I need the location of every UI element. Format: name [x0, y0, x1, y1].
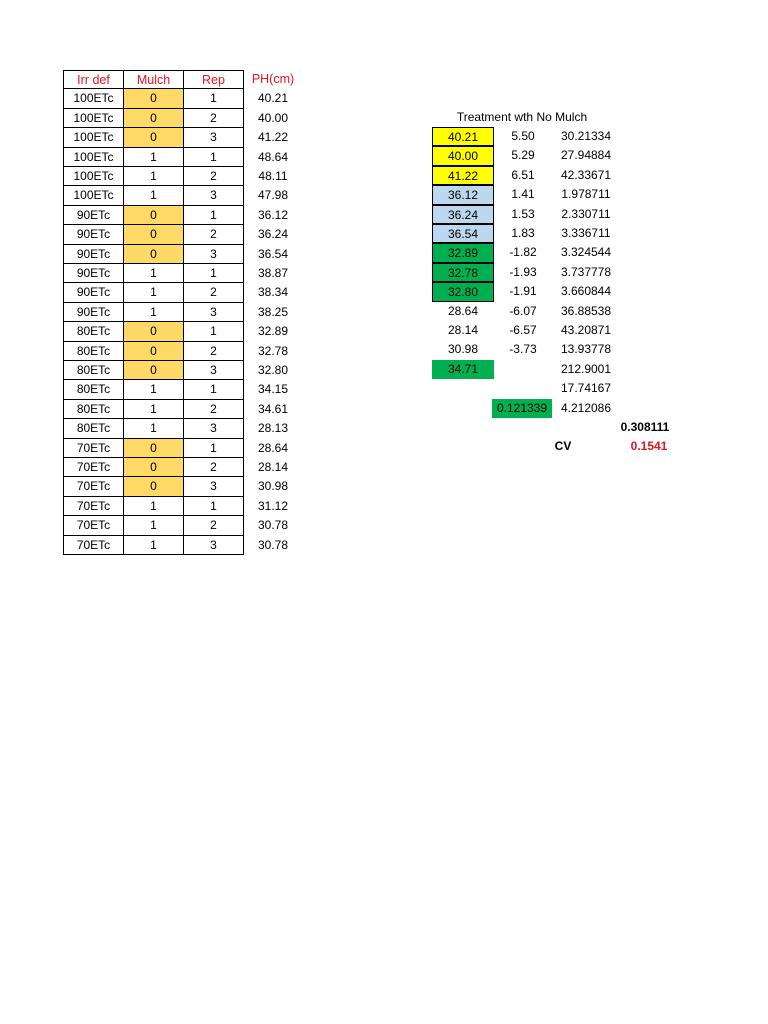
squared-deviation-cell: 42.33671: [560, 167, 612, 182]
treatment-value-cell: 40.21: [432, 127, 494, 146]
deviation-cell: 1.83: [511, 226, 535, 240]
rep-cell: 1: [184, 497, 244, 516]
ph-value-cell: 38.87: [257, 266, 289, 280]
header-irr-def: Irr def: [63, 70, 124, 89]
irr-def-cell: 100ETc: [63, 148, 124, 167]
mulch-cell: 1: [124, 400, 184, 419]
irr-def-cell: 80ETc: [63, 400, 124, 419]
irr-def-cell: 80ETc: [63, 361, 124, 380]
ph-value-cell: 34.61: [257, 401, 289, 416]
mulch-cell: 1: [124, 148, 184, 167]
irr-def-cell: 100ETc: [63, 167, 124, 186]
header-rep: Rep: [184, 70, 244, 89]
irr-def-cell: 100ETc: [63, 186, 124, 205]
ph-value-cell: 36.54: [257, 246, 289, 261]
mulch-cell: 1: [124, 186, 184, 205]
mulch-cell: 0: [124, 109, 184, 128]
treatment-value-cell: 41.22: [432, 166, 494, 185]
squared-deviation-cell: 27.94884: [560, 148, 612, 163]
treatment-value-cell: 40.00: [432, 146, 494, 165]
mulch-cell: 1: [124, 497, 184, 516]
rep-cell: 1: [184, 380, 244, 399]
irr-def-cell: 70ETc: [63, 516, 124, 535]
rep-cell: 1: [184, 439, 244, 458]
ph-value-cell: 40.21: [257, 91, 289, 106]
squared-deviation-cell: 13.93778: [560, 342, 612, 357]
rep-cell: 3: [184, 303, 244, 322]
ph-value-cell: 28.14: [257, 460, 289, 474]
ph-value-cell: 47.98: [257, 188, 289, 203]
irr-def-cell: 90ETc: [63, 225, 124, 244]
rep-cell: 3: [184, 186, 244, 205]
rep-cell: 1: [184, 89, 244, 108]
deviation-cell: -6.07: [509, 303, 537, 318]
variance-cell: 17.74167: [560, 381, 612, 396]
mulch-cell: 0: [124, 245, 184, 264]
squared-deviation-cell: 1.978711: [561, 187, 611, 202]
ph-value-cell: 32.80: [257, 363, 289, 377]
ph-value-cell: 32.89: [257, 324, 289, 339]
ph-value-cell: 30.98: [257, 479, 289, 494]
mulch-cell: 1: [124, 303, 184, 322]
irr-def-cell: 90ETc: [63, 245, 124, 264]
std-dev-cell: 4.212086: [560, 400, 612, 415]
cv-label: CV: [554, 439, 572, 454]
ph-value-cell: 32.78: [257, 343, 289, 358]
squared-deviation-cell: 3.737778: [560, 264, 612, 279]
treatment-value-cell: 32.89: [432, 243, 494, 262]
irr-def-cell: 80ETc: [63, 342, 124, 361]
rep-cell: 2: [184, 283, 244, 302]
ph-value-cell: 28.64: [257, 440, 289, 455]
rep-cell: 2: [184, 516, 244, 535]
mulch-cell: 0: [124, 322, 184, 341]
deviation-cell: 1.41: [511, 187, 535, 202]
mulch-cell: 1: [124, 536, 184, 555]
rep-cell: 2: [184, 400, 244, 419]
deviation-cell: 5.50: [511, 129, 535, 143]
squared-deviation-cell: 30.21334: [560, 129, 612, 143]
squared-deviation-cell: 2.330711: [561, 206, 611, 221]
mulch-cell: 0: [124, 342, 184, 361]
treatment-value-cell: 36.54: [432, 224, 494, 243]
mulch-cell: 1: [124, 167, 184, 186]
irr-def-cell: 80ETc: [63, 380, 124, 399]
deviation-cell: 1.53: [511, 206, 535, 221]
mean-cell: 34.71: [432, 360, 494, 379]
deviation-cell: -1.93: [509, 264, 537, 279]
ph-value-cell: 28.13: [257, 421, 289, 436]
rep-cell: 3: [184, 419, 244, 438]
rep-cell: 3: [184, 128, 244, 147]
irr-def-cell: 80ETc: [63, 419, 124, 438]
green-small-cell: 0.121339: [492, 399, 552, 418]
treatment-value-cell: 36.12: [432, 185, 494, 204]
deviation-cell: -3.73: [509, 342, 537, 357]
deviation-cell: 5.29: [511, 148, 535, 163]
irr-def-cell: 70ETc: [63, 497, 124, 516]
irr-def-cell: 90ETc: [63, 283, 124, 302]
ratio-cell: 0.308111: [620, 420, 670, 434]
header-mulch: Mulch: [124, 70, 184, 89]
rep-cell: 3: [184, 361, 244, 380]
sum-squares-cell: 212.9001: [560, 361, 612, 376]
ph-value-cell: 30.78: [257, 537, 289, 552]
treatment-value-cell: 28.64: [447, 303, 479, 318]
mulch-cell: 1: [124, 380, 184, 399]
deviation-cell: -1.91: [509, 284, 537, 299]
irr-def-cell: 70ETc: [63, 536, 124, 555]
rep-cell: 2: [184, 458, 244, 477]
irr-def-cell: 100ETc: [63, 89, 124, 108]
side-table-title: Treatment wth No Mulch: [456, 110, 588, 124]
squared-deviation-cell: 3.660844: [560, 284, 612, 299]
irr-def-cell: 100ETc: [63, 128, 124, 147]
irr-def-cell: 90ETc: [63, 303, 124, 322]
mulch-cell: 0: [124, 128, 184, 147]
squared-deviation-cell: 43.20871: [560, 323, 612, 337]
irr-def-cell: 80ETc: [63, 322, 124, 341]
ph-value-cell: 34.15: [257, 382, 289, 397]
ph-value-cell: 40.00: [257, 110, 289, 125]
treatment-value-cell: 36.24: [432, 205, 494, 224]
rep-cell: 3: [184, 245, 244, 264]
ph-value-cell: 48.64: [257, 149, 289, 164]
mulch-cell: 1: [124, 419, 184, 438]
irr-def-cell: 90ETc: [63, 206, 124, 225]
deviation-cell: 6.51: [511, 167, 535, 182]
rep-cell: 1: [184, 264, 244, 283]
irr-def-cell: 100ETc: [63, 109, 124, 128]
ph-value-cell: 36.12: [257, 207, 289, 222]
irr-def-cell: 70ETc: [63, 439, 124, 458]
rep-cell: 2: [184, 225, 244, 244]
mulch-cell: 1: [124, 516, 184, 535]
irr-def-cell: 70ETc: [63, 458, 124, 477]
mulch-cell: 0: [124, 458, 184, 477]
treatment-value-cell: 30.98: [447, 342, 479, 357]
squared-deviation-cell: 36.88538: [560, 303, 612, 318]
irr-def-cell: 90ETc: [63, 264, 124, 283]
mulch-cell: 0: [124, 477, 184, 496]
ph-value-cell: 41.22: [257, 130, 289, 145]
mulch-cell: 0: [124, 439, 184, 458]
rep-cell: 2: [184, 167, 244, 186]
ph-value-cell: 31.12: [257, 498, 289, 513]
treatment-value-cell: 32.80: [432, 282, 494, 301]
mulch-cell: 0: [124, 361, 184, 380]
irr-def-cell: 70ETc: [63, 477, 124, 496]
mulch-cell: 0: [124, 225, 184, 244]
squared-deviation-cell: 3.324544: [560, 245, 612, 260]
cv-value: 0.1541: [630, 439, 668, 454]
deviation-cell: -6.57: [509, 323, 537, 337]
mulch-cell: 0: [124, 206, 184, 225]
deviation-cell: -1.82: [509, 245, 537, 260]
mulch-cell: 1: [124, 264, 184, 283]
ph-value-cell: 30.78: [257, 518, 289, 533]
rep-cell: 3: [184, 536, 244, 555]
rep-cell: 2: [184, 109, 244, 128]
ph-value-cell: 38.25: [257, 304, 289, 319]
mulch-cell: 0: [124, 89, 184, 108]
rep-cell: 2: [184, 342, 244, 361]
treatment-value-cell: 32.78: [432, 263, 494, 282]
ph-value-cell: 48.11: [258, 169, 288, 183]
mulch-cell: 1: [124, 283, 184, 302]
header-ph: PH(cm): [251, 72, 295, 86]
rep-cell: 1: [184, 206, 244, 225]
ph-value-cell: 38.34: [257, 285, 289, 300]
rep-cell: 1: [184, 322, 244, 341]
ph-value-cell: 36.24: [257, 227, 289, 242]
squared-deviation-cell: 3.336711: [561, 226, 611, 240]
rep-cell: 1: [184, 148, 244, 167]
treatment-value-cell: 28.14: [447, 323, 479, 337]
rep-cell: 3: [184, 477, 244, 496]
